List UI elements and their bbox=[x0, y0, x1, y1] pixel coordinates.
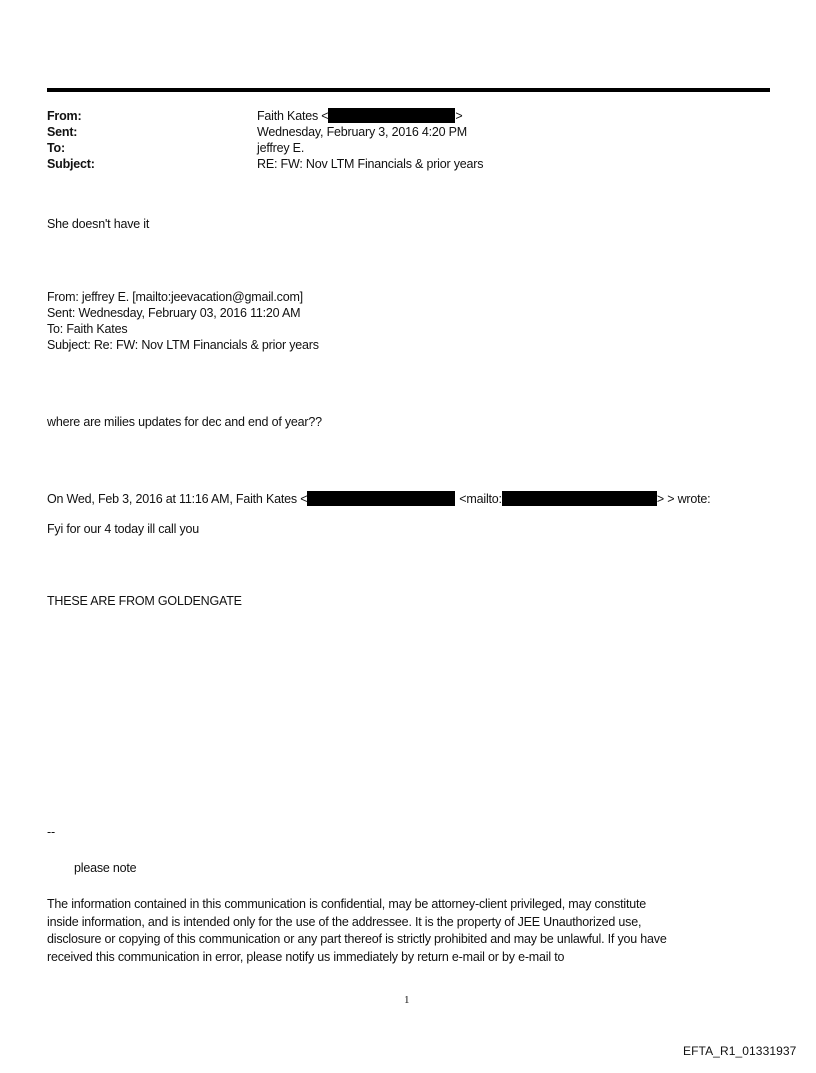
subject-value: RE: FW: Nov LTM Financials & prior years bbox=[257, 157, 484, 171]
original-line-2: THESE ARE FROM GOLDENGATE bbox=[47, 594, 242, 608]
from-label: From: bbox=[47, 109, 82, 123]
sent-value: Wednesday, February 3, 2016 4:20 PM bbox=[257, 125, 468, 139]
page-number: 1 bbox=[404, 994, 410, 1006]
redaction-box bbox=[502, 491, 657, 506]
disclaimer bbox=[47, 896, 767, 966]
please-note: please note bbox=[74, 861, 137, 875]
quoted-subject: Subject: Re: FW: Nov LTM Financials & prior years bbox=[47, 338, 319, 352]
redaction-box bbox=[307, 491, 455, 506]
original-intro bbox=[47, 491, 767, 507]
redaction-box bbox=[328, 108, 455, 123]
footer-id: EFTA_R1_01331937 bbox=[683, 1044, 797, 1058]
from-name: Faith Kates < bbox=[257, 109, 329, 123]
disclaimer-line: received this communication in error, please notify us immediately by return e-mail or by e-mail to bbox=[47, 949, 565, 964]
intro-mailto: <mailto: bbox=[459, 492, 502, 506]
to-label: To: bbox=[47, 141, 65, 155]
quoted-to: To: Faith Kates bbox=[47, 322, 128, 336]
subject-label: Subject: bbox=[47, 157, 95, 171]
disclaimer-line: inside information, and is intended only for the use of the addressee. It is the property of JEE Unauthorized use, bbox=[47, 914, 642, 929]
disclaimer-line: The information contained in this communication is confidential, may be attorney-client privileged, may constitute bbox=[47, 897, 647, 911]
quoted-from: From: jeffrey E. [mailto:jeevacation@gmail.com] bbox=[47, 290, 303, 304]
quoted-sent: Sent: Wednesday, February 03, 2016 11:20 AM bbox=[47, 306, 301, 320]
from-close: > bbox=[455, 109, 463, 123]
header-rule bbox=[47, 88, 770, 92]
disclaimer-line: disclosure or copying of this communication or any part thereof is strictly prohibited and may be unlawful. If you have bbox=[47, 932, 667, 947]
sent-label: Sent: bbox=[47, 125, 78, 139]
signature-dashes: -- bbox=[47, 825, 55, 839]
reply-body: She doesn't have it bbox=[47, 217, 150, 231]
intro-prefix: On Wed, Feb 3, 2016 at 11:16 AM, Faith Kates < bbox=[47, 492, 308, 506]
original-line-1: Fyi for our 4 today ill call you bbox=[47, 522, 199, 536]
to-value: jeffrey E. bbox=[257, 141, 305, 155]
intro-suffix: > > wrote: bbox=[656, 492, 711, 506]
from-value bbox=[257, 108, 463, 124]
quoted-body: where are milies updates for dec and end of year?? bbox=[47, 415, 322, 429]
